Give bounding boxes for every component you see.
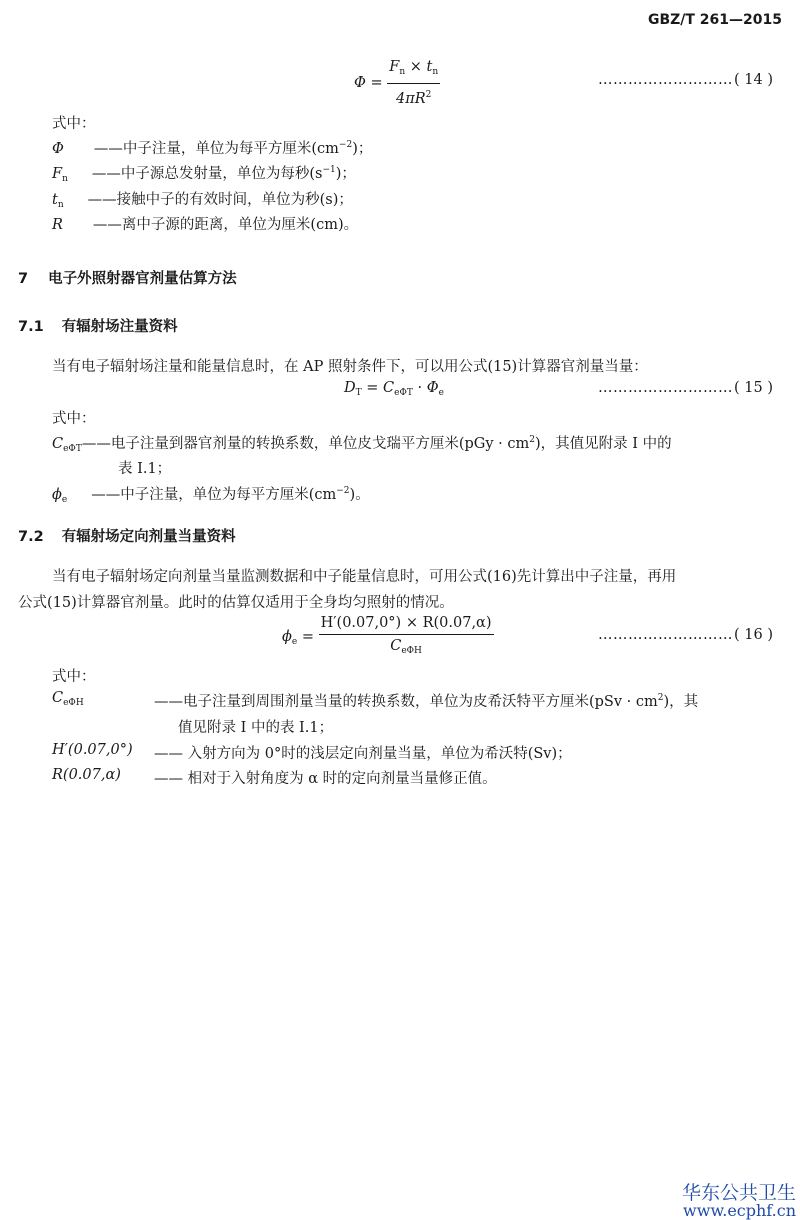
section-title: 有辐射场定向剂量当量资料 [61, 529, 236, 545]
sec72-item-R-symbol: R(0.07,α) [52, 767, 121, 783]
equation-16 [282, 614, 494, 660]
superscript: 2 [657, 693, 664, 703]
definition: ——接触中子的有效时间，单位为秒(s)； [87, 192, 353, 208]
superscript: −1 [322, 165, 336, 175]
eq16-fraction [319, 614, 494, 660]
definition-tail: )，其 [663, 694, 699, 710]
eq14-sub-n: n [399, 67, 406, 77]
sec72-item-H: —— 入射方向为 0°时的浅层定向剂量当量，单位为希沃特(Sv)； [154, 746, 572, 762]
where-label-3: 式中： [52, 669, 96, 685]
eq16-lhs: ϕ [282, 629, 292, 645]
sec72-item-H-symbol: H′(0.07,0°) [52, 742, 133, 758]
eq15-lhs-sub: T [355, 388, 362, 398]
sec71-item-phie [52, 483, 370, 505]
subscript: eΦT [63, 444, 82, 454]
section-7-heading [18, 267, 237, 288]
eq15-phi-sub: e [438, 388, 444, 398]
eq16-numerator: H′(0.07,0°) × R(0.07,α) [319, 614, 494, 635]
eq15-number: ( 15 ) [734, 380, 773, 396]
sec72-item-CeFH-cont: 值见附录 I 中的表 I.1； [178, 720, 334, 736]
definition: ——离中子源的距离，单位为厘米(cm)。 [92, 217, 359, 233]
eq16-den-sub: eΦH [401, 646, 422, 656]
eq16-lhs-sub: e [291, 637, 298, 647]
where1-item-tn [52, 188, 353, 210]
eq14-sub-n2: n [432, 67, 439, 77]
section-number: 7.1 [18, 319, 44, 335]
eq14-leader-dots: ……………………… [598, 72, 733, 88]
sec72-item-CeFH [154, 690, 698, 711]
eq15-phi: Φ [426, 380, 439, 396]
section-number: 7 [18, 271, 29, 287]
symbol: t [52, 192, 58, 208]
eq15-dot: · [412, 380, 427, 396]
definition-tail: )。 [349, 487, 370, 503]
superscript: −2 [336, 486, 350, 496]
definition-tail: )，其值见附录 I 中的 [534, 436, 672, 452]
eq16-leader-dots: ……………………… [598, 627, 733, 643]
eq15-leader-dots: ……………………… [598, 380, 733, 396]
definition: ——中子注量，单位为每平方厘米(cm [93, 141, 339, 157]
section-7-2-heading [18, 525, 236, 546]
eq14-denominator [394, 84, 433, 108]
definition: ——中子源总发射量，单位为每秒(s [91, 166, 323, 182]
eq16-number: ( 16 ) [734, 627, 773, 643]
eq15-C: C [383, 380, 395, 396]
eq16-den-C: C [390, 638, 402, 654]
sec72-paragraph-line1: 当有电子辐射场定向剂量当量监测数据和中子能量信息时，可用公式(16)先计算出中子注量，再用 [52, 569, 677, 585]
eq14-lhs: Φ [354, 75, 366, 91]
eq16-denominator [388, 635, 424, 660]
symbol: C [52, 436, 64, 452]
subscript: e [61, 495, 68, 505]
eq14-symbol-F: F [389, 59, 400, 75]
where-label-2: 式中： [52, 411, 96, 427]
where1-item-R [52, 213, 358, 234]
eq14-den-text: 4πR [395, 91, 426, 107]
equation-15 [344, 380, 444, 398]
eq14-number: ( 14 ) [734, 72, 773, 88]
doc-number: GBZ/T 261—2015 [647, 12, 782, 28]
eq14-equals: = [370, 75, 383, 91]
sec71-item-CeFT [52, 432, 672, 454]
sec72-paragraph-line2: 公式(15)计算器官剂量。此时的估算仅适用于全身均匀照射的情况。 [18, 595, 454, 611]
sec72-item-R: —— 相对于入射角度为 α 时的定向剂量当量修正值。 [154, 771, 497, 787]
subscript: n [57, 200, 64, 210]
definition-tail: )； [352, 141, 373, 157]
definition-tail: )； [335, 166, 356, 182]
superscript: 2 [529, 435, 535, 445]
symbol: Φ [52, 141, 64, 157]
eq14-fraction [387, 58, 440, 108]
sec71-paragraph: 当有电子辐射场注量和能量信息时，在 AP 照射条件下，可以用公式(15)计算器官剂量当量： [52, 359, 648, 375]
definition: ——电子注量到周围剂量当量的转换系数，单位为皮希沃特平方厘米(pSv · cm [154, 694, 658, 710]
symbol: ϕ [52, 487, 62, 503]
eq16-equals: = [297, 629, 319, 645]
sec72-item-CeFH-symbol [52, 690, 84, 708]
eq15-C-sub: eΦT [394, 388, 413, 398]
eq15-lhs: D [344, 380, 356, 396]
subscript: eΦH [63, 698, 84, 708]
equation-14 [354, 58, 440, 108]
section-number: 7.2 [18, 529, 44, 545]
where1-item-phi [52, 137, 372, 158]
watermark-title: 华东公共卫生 [681, 1182, 796, 1204]
symbol: C [52, 690, 64, 706]
section-title: 有辐射场注量资料 [61, 319, 178, 335]
section-7-1-heading [18, 315, 178, 336]
definition: ——电子注量到器官剂量的转换系数，单位皮戈瑞平方厘米(pGy · cm [81, 436, 530, 452]
sec71-item-CeFT-cont: 表 I.1； [118, 461, 172, 477]
symbol: F [52, 166, 63, 182]
eq14-symbol-t: t [426, 59, 433, 75]
eq15-equals: = [361, 380, 384, 396]
eq14-times: × [405, 59, 427, 75]
definition: ——中子注量，单位为每平方厘米(cm [91, 487, 337, 503]
superscript: −2 [338, 140, 353, 150]
section-title: 电子外照射器官剂量估算方法 [48, 271, 237, 287]
symbol: R [52, 217, 63, 233]
eq14-den-sup: 2 [425, 90, 432, 100]
watermark-url: www.ecphf.cn [683, 1201, 796, 1220]
where-label-1: 式中： [52, 116, 96, 132]
where1-item-Fn [52, 162, 356, 184]
subscript: n [62, 174, 68, 184]
eq14-numerator [387, 58, 440, 84]
